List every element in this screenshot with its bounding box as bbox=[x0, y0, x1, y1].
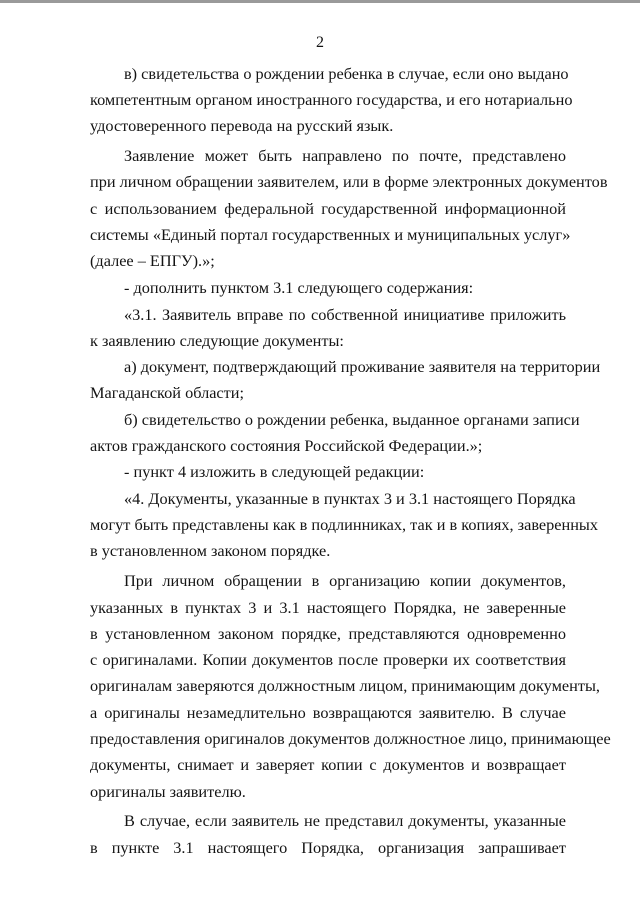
text-line: компетентным органом иностранного государства, и его нотариально bbox=[90, 90, 573, 109]
text-line: Магаданской области; bbox=[90, 383, 245, 402]
text-line: - дополнить пунктом 3.1 следующего содержания: bbox=[124, 278, 474, 297]
text-line: При личном обращении в организацию копии документов, bbox=[124, 571, 566, 590]
text-line: а оригиналы незамедлительно возвращаются заявителю. В случае bbox=[90, 703, 566, 722]
text-line: в пункте 3.1 настоящего Порядка, организация запрашивает bbox=[90, 838, 566, 857]
text-line: а) документ, подтверждающий проживание заявителя на территории bbox=[124, 357, 601, 376]
text-line: системы «Единый портал государственных и муниципальных услуг» bbox=[90, 225, 571, 244]
text-line: к заявлению следующие документы: bbox=[90, 331, 344, 350]
text-line: актов гражданского состояния Российской Федерации.»; bbox=[90, 436, 483, 455]
text-line: предоставления оригиналов документов должностное лицо, принимающее bbox=[90, 729, 611, 748]
text-line: В случае, если заявитель не представил документы, указанные bbox=[124, 811, 566, 830]
text-line: удостоверенного перевода на русский язык. bbox=[90, 116, 394, 135]
text-line: при личном обращении заявителем, или в форме электронных документов bbox=[90, 172, 608, 191]
text-line: оригиналам заверяются должностным лицом, принимающим документы, bbox=[90, 676, 600, 695]
text-line: в) свидетельства о рождении ребенка в случае, если оно выдано bbox=[124, 64, 569, 83]
text-line: - пункт 4 изложить в следующей редакции: bbox=[124, 462, 425, 481]
text-line: могут быть представлены как в подлинниках, так и в копиях, заверенных bbox=[90, 515, 599, 534]
text-line: с оригиналами. Копии документов после проверки их соответствия bbox=[90, 650, 566, 669]
text-line: в установленном законом порядке, представляются одновременно bbox=[90, 624, 566, 643]
page-number: 2 bbox=[316, 34, 324, 51]
text-line: документы, снимает и заверяет копии с документов и возвращает bbox=[90, 755, 566, 774]
scan-top-edge bbox=[0, 0, 640, 3]
text-line: с использованием федеральной государственной информационной bbox=[90, 199, 566, 218]
text-line: в установленном законом порядке. bbox=[90, 541, 331, 560]
text-line: оригиналы заявителю. bbox=[90, 782, 246, 801]
text-line: «3.1. Заявитель вправе по собственной инициативе приложить bbox=[124, 305, 566, 324]
text-line: Заявление может быть направлено по почте, представлено bbox=[124, 146, 566, 165]
text-line: «4. Документы, указанные в пунктах 3 и 3.1 настоящего Порядка bbox=[124, 489, 576, 508]
text-line: указанных в пунктах 3 и 3.1 настоящего Порядка, не заверенные bbox=[90, 598, 566, 617]
text-line: (далее – ЕПГУ).»; bbox=[90, 251, 215, 270]
text-line: б) свидетельство о рождении ребенка, выданное органами записи bbox=[124, 410, 580, 429]
